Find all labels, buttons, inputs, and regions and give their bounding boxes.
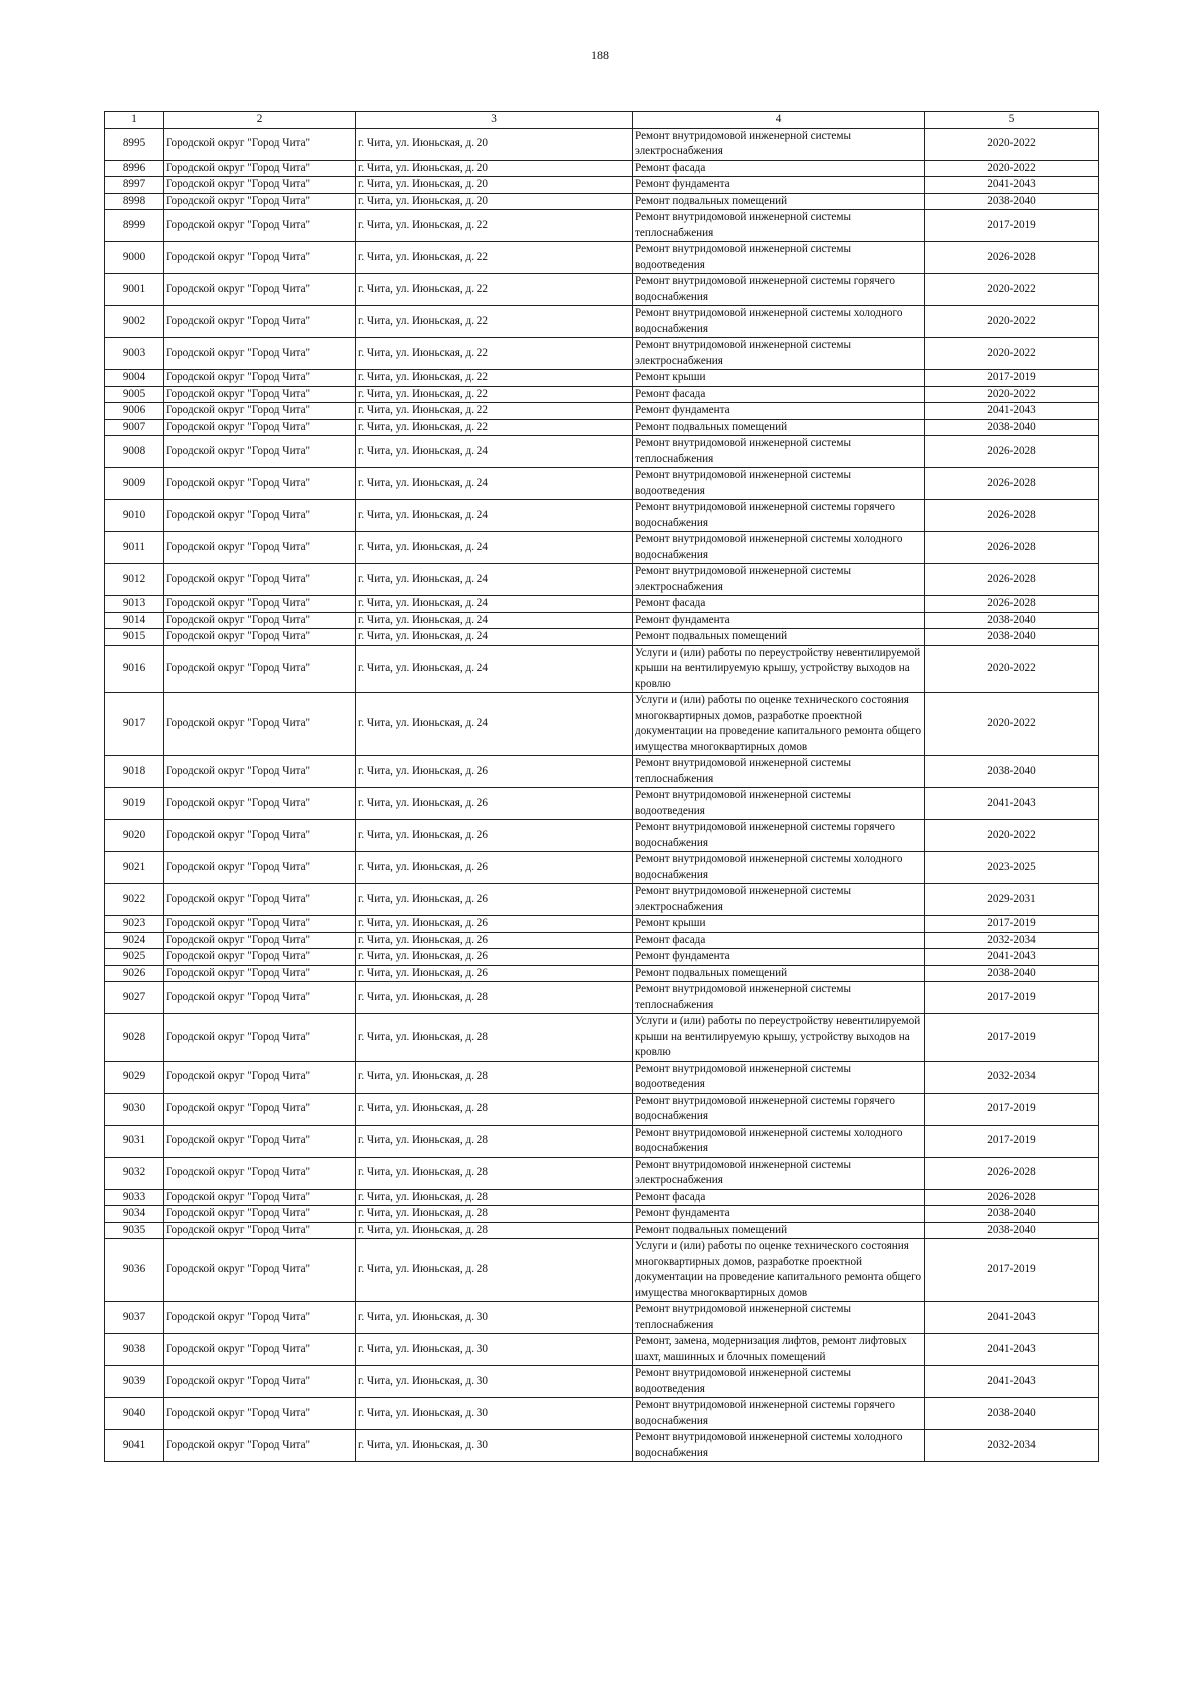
address-cell: г. Чита, ул. Июньская, д. 20 — [356, 177, 633, 194]
municipality-cell: Городской округ "Город Чита" — [164, 852, 356, 884]
row-number-cell: 9023 — [105, 916, 164, 933]
work-type-cell: Услуги и (или) работы по оценке технического состояния многоквартирных домов, разработке проектной документации на проведение капитального ремонта общего имущества многоквартирных домов — [633, 1239, 925, 1302]
work-type-cell: Ремонт внутридомовой инженерной системы электроснабжения — [633, 1157, 925, 1189]
municipality-cell: Городской округ "Город Чита" — [164, 1125, 356, 1157]
address-cell: г. Чита, ул. Июньская, д. 28 — [356, 1125, 633, 1157]
period-cell: 2038-2040 — [925, 965, 1099, 982]
address-cell: г. Чита, ул. Июньская, д. 20 — [356, 128, 633, 160]
period-cell: 2017-2019 — [925, 370, 1099, 387]
row-number-cell: 9039 — [105, 1366, 164, 1398]
row-number-cell: 8995 — [105, 128, 164, 160]
row-number-cell: 9007 — [105, 419, 164, 436]
work-type-cell: Ремонт крыши — [633, 370, 925, 387]
period-cell: 2041-2043 — [925, 949, 1099, 966]
row-number-cell: 8998 — [105, 193, 164, 210]
municipality-cell: Городской округ "Город Чита" — [164, 210, 356, 242]
municipality-cell: Городской округ "Город Чита" — [164, 370, 356, 387]
municipality-cell: Городской округ "Город Чита" — [164, 306, 356, 338]
table-row — [105, 852, 1099, 884]
row-number-cell: 8996 — [105, 160, 164, 177]
municipality-cell: Городской округ "Город Чита" — [164, 338, 356, 370]
row-number-cell: 9005 — [105, 386, 164, 403]
period-cell: 2017-2019 — [925, 1239, 1099, 1302]
row-number-cell: 9032 — [105, 1157, 164, 1189]
municipality-cell: Городской округ "Город Чита" — [164, 884, 356, 916]
municipality-cell: Городской округ "Город Чита" — [164, 274, 356, 306]
work-type-cell: Ремонт внутридомовой инженерной системы холодного водоснабжения — [633, 1430, 925, 1462]
period-cell: 2041-2043 — [925, 177, 1099, 194]
work-type-cell: Ремонт внутридомовой инженерной системы холодного водоснабжения — [633, 852, 925, 884]
work-type-cell: Ремонт внутридомовой инженерной системы электроснабжения — [633, 884, 925, 916]
row-number-cell: 9008 — [105, 436, 164, 468]
address-cell: г. Чита, ул. Июньская, д. 28 — [356, 1222, 633, 1239]
period-cell: 2020-2022 — [925, 386, 1099, 403]
address-cell: г. Чита, ул. Июньская, д. 24 — [356, 612, 633, 629]
work-type-cell: Ремонт внутридомовой инженерной системы горячего водоснабжения — [633, 1093, 925, 1125]
period-cell: 2017-2019 — [925, 1093, 1099, 1125]
period-cell: 2020-2022 — [925, 338, 1099, 370]
table-row — [105, 629, 1099, 646]
municipality-cell: Городской округ "Город Чита" — [164, 1334, 356, 1366]
work-type-cell: Ремонт внутридомовой инженерной системы холодного водоснабжения — [633, 1125, 925, 1157]
municipality-cell: Городской округ "Город Чита" — [164, 949, 356, 966]
municipality-cell: Городской округ "Город Чита" — [164, 1157, 356, 1189]
table-row — [105, 1398, 1099, 1430]
period-cell: 2041-2043 — [925, 788, 1099, 820]
work-type-cell: Ремонт внутридомовой инженерной системы электроснабжения — [633, 338, 925, 370]
address-cell: г. Чита, ул. Июньская, д. 30 — [356, 1430, 633, 1462]
work-type-cell: Ремонт внутридомовой инженерной системы горячего водоснабжения — [633, 274, 925, 306]
table-row — [105, 1366, 1099, 1398]
municipality-cell: Городской округ "Город Чита" — [164, 1189, 356, 1206]
table-row — [105, 916, 1099, 933]
table-row — [105, 949, 1099, 966]
period-cell: 2038-2040 — [925, 1398, 1099, 1430]
work-type-cell: Ремонт фундамента — [633, 403, 925, 420]
row-number-cell: 9029 — [105, 1061, 164, 1093]
period-cell: 2026-2028 — [925, 242, 1099, 274]
municipality-cell: Городской округ "Город Чита" — [164, 788, 356, 820]
row-number-cell: 9003 — [105, 338, 164, 370]
municipality-cell: Городской округ "Город Чита" — [164, 193, 356, 210]
municipality-cell: Городской округ "Город Чита" — [164, 982, 356, 1014]
table-row — [105, 532, 1099, 564]
address-cell: г. Чита, ул. Июньская, д. 28 — [356, 1014, 633, 1062]
municipality-cell: Городской округ "Город Чита" — [164, 932, 356, 949]
table-row — [105, 210, 1099, 242]
address-cell: г. Чита, ул. Июньская, д. 26 — [356, 916, 633, 933]
municipality-cell: Городской округ "Город Чита" — [164, 1239, 356, 1302]
table-row — [105, 982, 1099, 1014]
municipality-cell: Городской округ "Город Чита" — [164, 242, 356, 274]
address-cell: г. Чита, ул. Июньская, д. 26 — [356, 820, 633, 852]
municipality-cell: Городской округ "Город Чита" — [164, 693, 356, 756]
table-row — [105, 386, 1099, 403]
page-number: 188 — [591, 48, 609, 62]
period-cell: 2017-2019 — [925, 1014, 1099, 1062]
work-type-cell: Услуги и (или) работы по оценке технического состояния многоквартирных домов, разработке проектной документации на проведение капитального ремонта общего имущества многоквартирных домов — [633, 693, 925, 756]
address-cell: г. Чита, ул. Июньская, д. 22 — [356, 306, 633, 338]
work-type-cell: Ремонт внутридомовой инженерной системы холодного водоснабжения — [633, 306, 925, 338]
work-type-cell: Ремонт фундамента — [633, 177, 925, 194]
period-cell: 2038-2040 — [925, 193, 1099, 210]
row-number-cell: 8997 — [105, 177, 164, 194]
period-cell: 2020-2022 — [925, 160, 1099, 177]
row-number-cell: 9017 — [105, 693, 164, 756]
municipality-cell: Городской округ "Город Чита" — [164, 1366, 356, 1398]
work-type-cell: Ремонт внутридомовой инженерной системы теплоснабжения — [633, 436, 925, 468]
header-col-3: 3 — [356, 112, 633, 129]
period-cell: 2038-2040 — [925, 612, 1099, 629]
row-number-cell: 9014 — [105, 612, 164, 629]
row-number-cell: 9004 — [105, 370, 164, 387]
municipality-cell: Городской округ "Город Чита" — [164, 1061, 356, 1093]
municipality-cell: Городской округ "Город Чита" — [164, 612, 356, 629]
table-row — [105, 419, 1099, 436]
header-col-1: 1 — [105, 112, 164, 129]
period-cell: 2020-2022 — [925, 645, 1099, 693]
address-cell: г. Чита, ул. Июньская, д. 26 — [356, 932, 633, 949]
row-number-cell: 9013 — [105, 596, 164, 613]
work-type-cell: Ремонт крыши — [633, 916, 925, 933]
period-cell: 2017-2019 — [925, 982, 1099, 1014]
row-number-cell: 9002 — [105, 306, 164, 338]
period-cell: 2020-2022 — [925, 306, 1099, 338]
work-type-cell: Ремонт подвальных помещений — [633, 1222, 925, 1239]
table-row — [105, 1239, 1099, 1302]
row-number-cell: 9041 — [105, 1430, 164, 1462]
header-col-5: 5 — [925, 112, 1099, 129]
work-type-cell: Ремонт подвальных помещений — [633, 965, 925, 982]
period-cell: 2041-2043 — [925, 1334, 1099, 1366]
row-number-cell: 9034 — [105, 1206, 164, 1223]
row-number-cell: 9001 — [105, 274, 164, 306]
table-row — [105, 965, 1099, 982]
table-row — [105, 788, 1099, 820]
period-cell: 2041-2043 — [925, 1366, 1099, 1398]
address-cell: г. Чита, ул. Июньская, д. 24 — [356, 629, 633, 646]
row-number-cell: 9011 — [105, 532, 164, 564]
table-row — [105, 306, 1099, 338]
address-cell: г. Чита, ул. Июньская, д. 22 — [356, 419, 633, 436]
municipality-cell: Городской округ "Город Чита" — [164, 386, 356, 403]
municipality-cell: Городской округ "Город Чита" — [164, 177, 356, 194]
period-cell: 2026-2028 — [925, 468, 1099, 500]
address-cell: г. Чита, ул. Июньская, д. 28 — [356, 1061, 633, 1093]
table-body — [105, 128, 1099, 1462]
table-row — [105, 242, 1099, 274]
work-type-cell: Ремонт, замена, модернизация лифтов, ремонт лифтовых шахт, машинных и блочных помещений — [633, 1334, 925, 1366]
period-cell: 2038-2040 — [925, 629, 1099, 646]
row-number-cell: 9026 — [105, 965, 164, 982]
work-type-cell: Услуги и (или) работы по переустройству невентилируемой крыши на вентилируемую крышу, устройству выходов на кровлю — [633, 645, 925, 693]
table-row — [105, 884, 1099, 916]
address-cell: г. Чита, ул. Июньская, д. 22 — [356, 242, 633, 274]
row-number-cell: 9040 — [105, 1398, 164, 1430]
work-type-cell: Ремонт внутридомовой инженерной системы водоотведения — [633, 788, 925, 820]
address-cell: г. Чита, ул. Июньская, д. 22 — [356, 210, 633, 242]
row-number-cell: 9031 — [105, 1125, 164, 1157]
period-cell: 2020-2022 — [925, 128, 1099, 160]
address-cell: г. Чита, ул. Июньская, д. 22 — [356, 338, 633, 370]
work-type-cell: Ремонт внутридомовой инженерной системы горячего водоснабжения — [633, 500, 925, 532]
address-cell: г. Чита, ул. Июньская, д. 24 — [356, 645, 633, 693]
work-type-cell: Ремонт фасада — [633, 596, 925, 613]
municipality-cell: Городской округ "Город Чита" — [164, 403, 356, 420]
table-row — [105, 468, 1099, 500]
table-row — [105, 160, 1099, 177]
period-cell: 2038-2040 — [925, 419, 1099, 436]
work-type-cell: Ремонт внутридомовой инженерной системы теплоснабжения — [633, 756, 925, 788]
work-type-cell: Ремонт фасада — [633, 932, 925, 949]
row-number-cell: 9010 — [105, 500, 164, 532]
municipality-cell: Городской округ "Город Чита" — [164, 436, 356, 468]
work-type-cell: Ремонт фасада — [633, 1189, 925, 1206]
table-row — [105, 1206, 1099, 1223]
period-cell: 2026-2028 — [925, 436, 1099, 468]
municipality-cell: Городской округ "Город Чита" — [164, 1093, 356, 1125]
work-type-cell: Ремонт подвальных помещений — [633, 629, 925, 646]
table-row — [105, 1014, 1099, 1062]
table-header — [105, 112, 1099, 129]
table-row — [105, 820, 1099, 852]
municipality-cell: Городской округ "Город Чита" — [164, 645, 356, 693]
work-type-cell: Ремонт фундамента — [633, 949, 925, 966]
table-row — [105, 1093, 1099, 1125]
municipality-cell: Городской округ "Город Чита" — [164, 564, 356, 596]
period-cell: 2020-2022 — [925, 274, 1099, 306]
work-type-cell: Ремонт фасада — [633, 160, 925, 177]
work-type-cell: Ремонт фундамента — [633, 612, 925, 629]
address-cell: г. Чита, ул. Июньская, д. 24 — [356, 468, 633, 500]
period-cell: 2017-2019 — [925, 1125, 1099, 1157]
period-cell: 2026-2028 — [925, 1157, 1099, 1189]
header-col-4: 4 — [633, 112, 925, 129]
table-row — [105, 756, 1099, 788]
address-cell: г. Чита, ул. Июньская, д. 30 — [356, 1366, 633, 1398]
table-row — [105, 403, 1099, 420]
table-row — [105, 1430, 1099, 1462]
address-cell: г. Чита, ул. Июньская, д. 28 — [356, 1239, 633, 1302]
work-type-cell: Ремонт подвальных помещений — [633, 419, 925, 436]
municipality-cell: Городской округ "Город Чита" — [164, 629, 356, 646]
period-cell: 2038-2040 — [925, 1206, 1099, 1223]
period-cell: 2023-2025 — [925, 852, 1099, 884]
table-row — [105, 274, 1099, 306]
table-row — [105, 177, 1099, 194]
address-cell: г. Чита, ул. Июньская, д. 24 — [356, 436, 633, 468]
address-cell: г. Чита, ул. Июньская, д. 28 — [356, 1206, 633, 1223]
table-row — [105, 436, 1099, 468]
municipality-cell: Городской округ "Город Чита" — [164, 468, 356, 500]
address-cell: г. Чита, ул. Июньская, д. 22 — [356, 370, 633, 387]
address-cell: г. Чита, ул. Июньская, д. 26 — [356, 949, 633, 966]
work-type-cell: Ремонт фундамента — [633, 1206, 925, 1223]
municipality-cell: Городской округ "Город Чита" — [164, 820, 356, 852]
municipality-cell: Городской округ "Город Чита" — [164, 1430, 356, 1462]
row-number-cell: 8999 — [105, 210, 164, 242]
work-type-cell: Ремонт внутридомовой инженерной системы горячего водоснабжения — [633, 820, 925, 852]
row-number-cell: 9000 — [105, 242, 164, 274]
address-cell: г. Чита, ул. Июньская, д. 30 — [356, 1302, 633, 1334]
municipality-cell: Городской округ "Город Чита" — [164, 532, 356, 564]
row-number-cell: 9036 — [105, 1239, 164, 1302]
municipality-cell: Городской округ "Город Чита" — [164, 596, 356, 613]
row-number-cell: 9022 — [105, 884, 164, 916]
work-type-cell: Ремонт внутридомовой инженерной системы водоотведения — [633, 242, 925, 274]
address-cell: г. Чита, ул. Июньская, д. 22 — [356, 386, 633, 403]
period-cell: 2038-2040 — [925, 1222, 1099, 1239]
row-number-cell: 9028 — [105, 1014, 164, 1062]
address-cell: г. Чита, ул. Июньская, д. 20 — [356, 160, 633, 177]
work-type-cell: Ремонт фасада — [633, 386, 925, 403]
table-row — [105, 645, 1099, 693]
address-cell: г. Чита, ул. Июньская, д. 24 — [356, 532, 633, 564]
address-cell: г. Чита, ул. Июньская, д. 28 — [356, 1189, 633, 1206]
work-type-cell: Ремонт внутридомовой инженерной системы теплоснабжения — [633, 210, 925, 242]
municipality-cell: Городской округ "Город Чита" — [164, 419, 356, 436]
work-type-cell: Услуги и (или) работы по переустройству невентилируемой крыши на вентилируемую крышу, устройству выходов на кровлю — [633, 1014, 925, 1062]
period-cell: 2041-2043 — [925, 1302, 1099, 1334]
row-number-cell: 9024 — [105, 932, 164, 949]
address-cell: г. Чита, ул. Июньская, д. 26 — [356, 788, 633, 820]
row-number-cell: 9015 — [105, 629, 164, 646]
table-row — [105, 500, 1099, 532]
municipality-cell: Городской округ "Город Чита" — [164, 160, 356, 177]
period-cell: 2038-2040 — [925, 756, 1099, 788]
table-row — [105, 1302, 1099, 1334]
row-number-cell: 9027 — [105, 982, 164, 1014]
table-row — [105, 193, 1099, 210]
address-cell: г. Чита, ул. Июньская, д. 24 — [356, 564, 633, 596]
header-row — [105, 112, 1099, 129]
municipality-cell: Городской округ "Город Чита" — [164, 1398, 356, 1430]
municipality-cell: Городской округ "Город Чита" — [164, 128, 356, 160]
municipality-cell: Городской округ "Город Чита" — [164, 500, 356, 532]
address-cell: г. Чита, ул. Июньская, д. 24 — [356, 500, 633, 532]
address-cell: г. Чита, ул. Июньская, д. 28 — [356, 1157, 633, 1189]
period-cell: 2026-2028 — [925, 596, 1099, 613]
municipality-cell: Городской округ "Город Чита" — [164, 1014, 356, 1062]
address-cell: г. Чита, ул. Июньская, д. 26 — [356, 852, 633, 884]
work-type-cell: Ремонт внутридомовой инженерной системы электроснабжения — [633, 564, 925, 596]
period-cell: 2026-2028 — [925, 564, 1099, 596]
row-number-cell: 9025 — [105, 949, 164, 966]
row-number-cell: 9020 — [105, 820, 164, 852]
table-row — [105, 596, 1099, 613]
header-col-2: 2 — [164, 112, 356, 129]
table-row — [105, 564, 1099, 596]
address-cell: г. Чита, ул. Июньская, д. 30 — [356, 1334, 633, 1366]
row-number-cell: 9012 — [105, 564, 164, 596]
address-cell: г. Чита, ул. Июньская, д. 26 — [356, 756, 633, 788]
address-cell: г. Чита, ул. Июньская, д. 22 — [356, 274, 633, 306]
address-cell: г. Чита, ул. Июньская, д. 22 — [356, 403, 633, 420]
row-number-cell: 9035 — [105, 1222, 164, 1239]
address-cell: г. Чита, ул. Июньская, д. 20 — [356, 193, 633, 210]
row-number-cell: 9016 — [105, 645, 164, 693]
address-cell: г. Чита, ул. Июньская, д. 28 — [356, 982, 633, 1014]
table-row — [105, 370, 1099, 387]
period-cell: 2026-2028 — [925, 500, 1099, 532]
period-cell: 2017-2019 — [925, 916, 1099, 933]
address-cell: г. Чита, ул. Июньская, д. 24 — [356, 596, 633, 613]
period-cell: 2029-2031 — [925, 884, 1099, 916]
address-cell: г. Чита, ул. Июньская, д. 30 — [356, 1398, 633, 1430]
period-cell: 2041-2043 — [925, 403, 1099, 420]
period-cell: 2032-2034 — [925, 932, 1099, 949]
work-type-cell: Ремонт подвальных помещений — [633, 193, 925, 210]
work-type-cell: Ремонт внутридомовой инженерной системы холодного водоснабжения — [633, 532, 925, 564]
capital-repair-table — [104, 111, 1099, 1462]
table-row — [105, 1125, 1099, 1157]
period-cell: 2017-2019 — [925, 210, 1099, 242]
address-cell: г. Чита, ул. Июньская, д. 28 — [356, 1093, 633, 1125]
municipality-cell: Городской округ "Город Чита" — [164, 1222, 356, 1239]
work-type-cell: Ремонт внутридомовой инженерной системы электроснабжения — [633, 128, 925, 160]
row-number-cell: 9009 — [105, 468, 164, 500]
period-cell: 2020-2022 — [925, 693, 1099, 756]
municipality-cell: Городской округ "Город Чита" — [164, 1206, 356, 1223]
municipality-cell: Городской округ "Город Чита" — [164, 1302, 356, 1334]
work-type-cell: Ремонт внутридомовой инженерной системы теплоснабжения — [633, 982, 925, 1014]
period-cell: 2032-2034 — [925, 1061, 1099, 1093]
table-row — [105, 612, 1099, 629]
municipality-cell: Городской округ "Город Чита" — [164, 965, 356, 982]
table-row — [105, 338, 1099, 370]
table-row — [105, 128, 1099, 160]
row-number-cell: 9030 — [105, 1093, 164, 1125]
period-cell: 2026-2028 — [925, 532, 1099, 564]
period-cell: 2026-2028 — [925, 1189, 1099, 1206]
work-type-cell: Ремонт внутридомовой инженерной системы водоотведения — [633, 1061, 925, 1093]
municipality-cell: Городской округ "Город Чита" — [164, 916, 356, 933]
municipality-cell: Городской округ "Город Чита" — [164, 756, 356, 788]
row-number-cell: 9019 — [105, 788, 164, 820]
period-cell: 2020-2022 — [925, 820, 1099, 852]
table-row — [105, 932, 1099, 949]
address-cell: г. Чита, ул. Июньская, д. 26 — [356, 884, 633, 916]
table-row — [105, 1189, 1099, 1206]
row-number-cell: 9021 — [105, 852, 164, 884]
row-number-cell: 9037 — [105, 1302, 164, 1334]
table-row — [105, 1222, 1099, 1239]
period-cell: 2032-2034 — [925, 1430, 1099, 1462]
address-cell: г. Чита, ул. Июньская, д. 26 — [356, 965, 633, 982]
address-cell: г. Чита, ул. Июньская, д. 24 — [356, 693, 633, 756]
table-row — [105, 1334, 1099, 1366]
row-number-cell: 9033 — [105, 1189, 164, 1206]
row-number-cell: 9038 — [105, 1334, 164, 1366]
work-type-cell: Ремонт внутридомовой инженерной системы водоотведения — [633, 1366, 925, 1398]
row-number-cell: 9018 — [105, 756, 164, 788]
table-row — [105, 1157, 1099, 1189]
row-number-cell: 9006 — [105, 403, 164, 420]
table-row — [105, 693, 1099, 756]
work-type-cell: Ремонт внутридомовой инженерной системы теплоснабжения — [633, 1302, 925, 1334]
work-type-cell: Ремонт внутридомовой инженерной системы горячего водоснабжения — [633, 1398, 925, 1430]
table-row — [105, 1061, 1099, 1093]
work-type-cell: Ремонт внутридомовой инженерной системы водоотведения — [633, 468, 925, 500]
